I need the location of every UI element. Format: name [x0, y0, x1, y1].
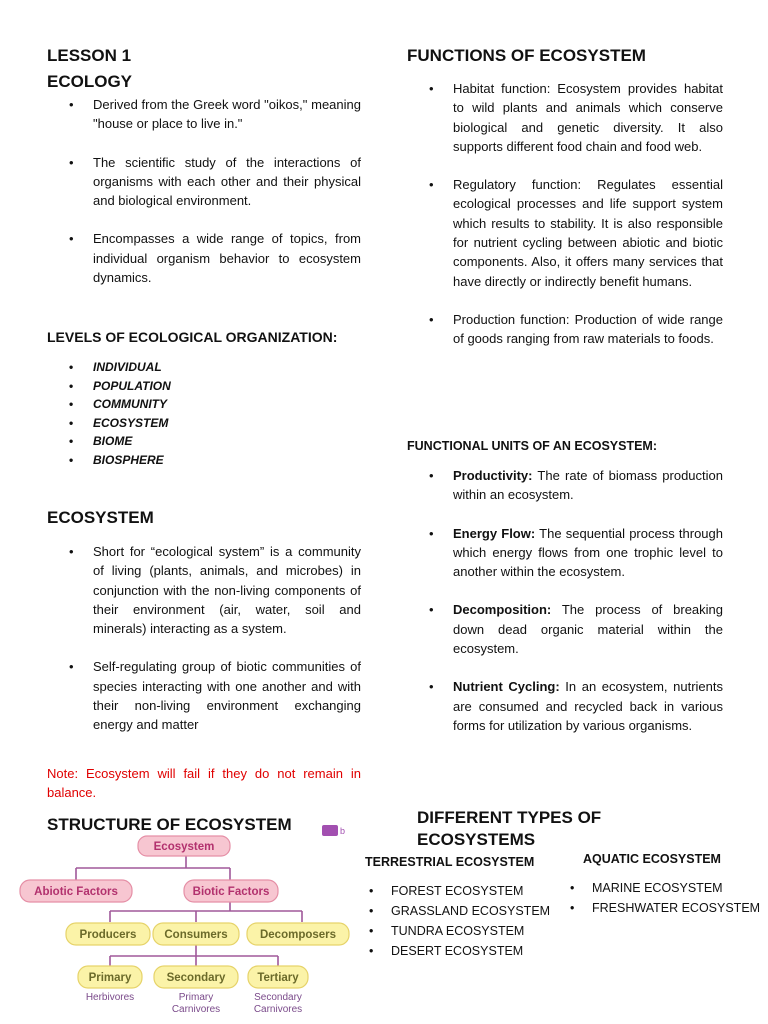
- ecosystem-heading: ECOSYSTEM: [47, 508, 154, 527]
- list-item: • POPULATION: [47, 377, 361, 396]
- terrestrial-list: [365, 881, 555, 961]
- logo-badge: [322, 825, 338, 836]
- secondary-sublabel-1: Primary: [178, 992, 214, 1003]
- list-item: • BIOME: [47, 432, 361, 451]
- unit-desc: In an ecosystem, nutrients are consumed and recycled back in various forms for utilization by various organisms.: [453, 679, 723, 733]
- list-item: • INDIVIDUAL: [47, 358, 361, 377]
- list-item: • Regulatory function: Regulates essential ecological processes and life support system which results to stability. It is also responsible for nutrient cycling between abiotic and biotic components. Also, it offers many services that have directly or indirectly benefit humans.: [407, 175, 723, 291]
- unit-term: Nutrient Cycling:: [453, 679, 560, 695]
- tertiary-node-label: Tertiary: [257, 972, 299, 984]
- unit-term: Energy Flow:: [453, 525, 536, 541]
- terrestrial-heading: TERRESTRIAL ECOSYSTEM: [365, 855, 535, 869]
- ecosystem-node-label: Ecosystem: [153, 841, 215, 853]
- consumers-node-label: Consumers: [164, 929, 228, 941]
- unit-term: Decomposition:: [453, 602, 552, 618]
- primary-sublabel: Herbivores: [85, 992, 135, 1003]
- aquatic-list: [566, 878, 766, 918]
- diagram-connectors: [76, 856, 302, 966]
- tertiary-sublabel-1: Secondary: [254, 992, 302, 1003]
- functions-list: [407, 79, 723, 349]
- list-item: • BIOSPHERE: [47, 451, 361, 470]
- list-item: • Habitat function: Ecosystem provides habitat to wild plants and animals which conserve biological and genetic diversity. It also supports different food chain and food web.: [407, 79, 723, 156]
- biotic-node-label: Biotic Factors: [192, 886, 270, 898]
- list-item: • Production function: Production of wide range of goods ranging from raw materials to foods.: [407, 310, 723, 349]
- lesson-number: LESSON 1: [47, 46, 132, 65]
- unit-desc: The process of breaking down dead organic material within the ecosystem.: [453, 602, 723, 657]
- terrestrial-block: [365, 853, 555, 961]
- primary-node-label: Primary: [88, 972, 132, 984]
- structure-heading: STRUCTURE OF ECOSYSTEM: [47, 815, 292, 834]
- aquatic-heading: AQUATIC ECOSYSTEM: [583, 852, 721, 866]
- list-item: [407, 677, 723, 735]
- list-item: [407, 524, 723, 582]
- list-item: [407, 466, 723, 505]
- types-heading: DIFFERENT TYPES OF ECOSYSTEMS: [417, 808, 602, 849]
- list-item: • TUNDRA ECOSYSTEM: [365, 921, 555, 941]
- aquatic-block: [566, 850, 766, 918]
- list-item: • Encompasses a wide range of topics, from individual organism behavior to ecosystem dynamics.: [47, 229, 361, 287]
- functions-heading: FUNCTIONS OF ECOSYSTEM: [407, 46, 646, 65]
- secondary-sublabel-2: Carnivores: [171, 1004, 221, 1015]
- list-item: • The scientific study of the interactions of organisms with each other and their physical and biological environment.: [47, 153, 361, 211]
- list-item: • FOREST ECOSYSTEM: [365, 881, 555, 901]
- units-list: [407, 466, 723, 735]
- producers-node-label: Producers: [79, 929, 137, 941]
- unit-term: Productivity:: [453, 468, 533, 483]
- levels-heading: LEVELS OF ECOLOGICAL ORGANIZATION:: [47, 329, 338, 345]
- abiotic-node-label: Abiotic Factors: [34, 886, 118, 898]
- list-item: • MARINE ECOSYSTEM: [566, 878, 766, 898]
- list-item: • FRESHWATER ECOSYSTEM: [566, 898, 766, 918]
- list-item: • Self-regulating group of biotic communities of species interacting with one another and with their non-living environment exchanging energy and matter: [47, 657, 361, 734]
- unit-desc: The sequential process through which energy flows from one trophic level to another within the ecosystem.: [453, 525, 723, 580]
- list-item: • COMMUNITY: [47, 395, 361, 414]
- balance-note: Note: Ecosystem will fail if they do not remain in balance.: [47, 766, 361, 801]
- decomposers-node-label: Decomposers: [259, 929, 337, 941]
- list-item: • DESERT ECOSYSTEM: [365, 941, 555, 961]
- list-item: • Short for “ecological system” is a community of living (plants, animals, and microbes) in conjunction with the non-living components of their environment (air, water, soil and minerals) interacting as a system.: [47, 542, 361, 638]
- ecology-heading: ECOLOGY: [47, 72, 133, 91]
- units-heading: FUNCTIONAL UNITS OF AN ECOSYSTEM:: [407, 439, 657, 453]
- list-item: • ECOSYSTEM: [47, 414, 361, 433]
- logo-badge-mark: b: [340, 826, 346, 836]
- secondary-node-label: Secondary: [166, 972, 226, 984]
- tertiary-sublabel-2: Carnivores: [253, 1004, 303, 1015]
- list-item: • Derived from the Greek word "oikos," meaning "house or place to live in.": [47, 95, 361, 134]
- unit-desc: The rate of biomass production within an ecosystem.: [453, 468, 723, 503]
- list-item: • GRASSLAND ECOSYSTEM: [365, 901, 555, 921]
- list-item: [407, 600, 723, 658]
